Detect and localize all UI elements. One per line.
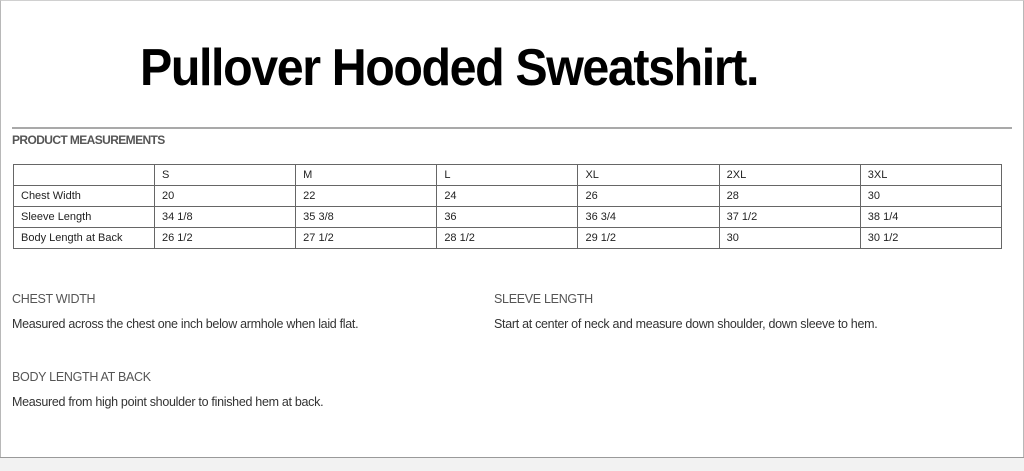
table-header-row xyxy=(14,165,1002,186)
table-cell: 20 xyxy=(155,186,296,207)
chest-width-heading: CHEST WIDTH xyxy=(12,292,96,306)
sleeve-length-heading: SLEEVE LENGTH xyxy=(494,292,593,306)
table-row-body-length xyxy=(14,228,1002,249)
page-title: Pullover Hooded Sweatshirt. xyxy=(140,39,759,97)
table-cell: 37 1/2 xyxy=(719,207,860,228)
table-cell: 30 1/2 xyxy=(860,228,1001,249)
table-cell: 29 1/2 xyxy=(578,228,719,249)
header-cell-2xl: 2XL xyxy=(719,165,860,186)
chest-width-text: Measured across the chest one inch below armhole when laid flat. xyxy=(12,317,359,331)
table-cell: 34 1/8 xyxy=(155,207,296,228)
table-cell: 30 xyxy=(860,186,1001,207)
row-label: Sleeve Length xyxy=(14,207,155,228)
table-cell: 36 3/4 xyxy=(578,207,719,228)
header-cell-l: L xyxy=(437,165,578,186)
bottom-border xyxy=(0,457,1024,471)
header-cell xyxy=(14,165,155,186)
table-cell: 26 xyxy=(578,186,719,207)
section-heading: PRODUCT MEASUREMENTS xyxy=(12,133,165,147)
table-cell: 27 1/2 xyxy=(296,228,437,249)
table-cell: 38 1/4 xyxy=(860,207,1001,228)
table-cell: 35 3/8 xyxy=(296,207,437,228)
header-cell-xl: XL xyxy=(578,165,719,186)
table-cell: 30 xyxy=(719,228,860,249)
table-cell: 26 1/2 xyxy=(155,228,296,249)
table-cell: 28 1/2 xyxy=(437,228,578,249)
section-divider xyxy=(12,127,1012,129)
body-length-heading: BODY LENGTH AT BACK xyxy=(12,370,151,384)
header-cell-s: S xyxy=(155,165,296,186)
header-cell-m: M xyxy=(296,165,437,186)
header-cell-3xl: 3XL xyxy=(860,165,1001,186)
table-row-chest-width xyxy=(14,186,1002,207)
table-cell: 22 xyxy=(296,186,437,207)
row-label: Chest Width xyxy=(14,186,155,207)
row-label: Body Length at Back xyxy=(14,228,155,249)
table-row-sleeve-length xyxy=(14,207,1002,228)
measurements-table xyxy=(13,164,1002,249)
body-length-text: Measured from high point shoulder to finished hem at back. xyxy=(12,395,324,409)
table-cell: 24 xyxy=(437,186,578,207)
table-cell: 28 xyxy=(719,186,860,207)
sleeve-length-text: Start at center of neck and measure down shoulder, down sleeve to hem. xyxy=(494,317,878,331)
table-cell: 36 xyxy=(437,207,578,228)
